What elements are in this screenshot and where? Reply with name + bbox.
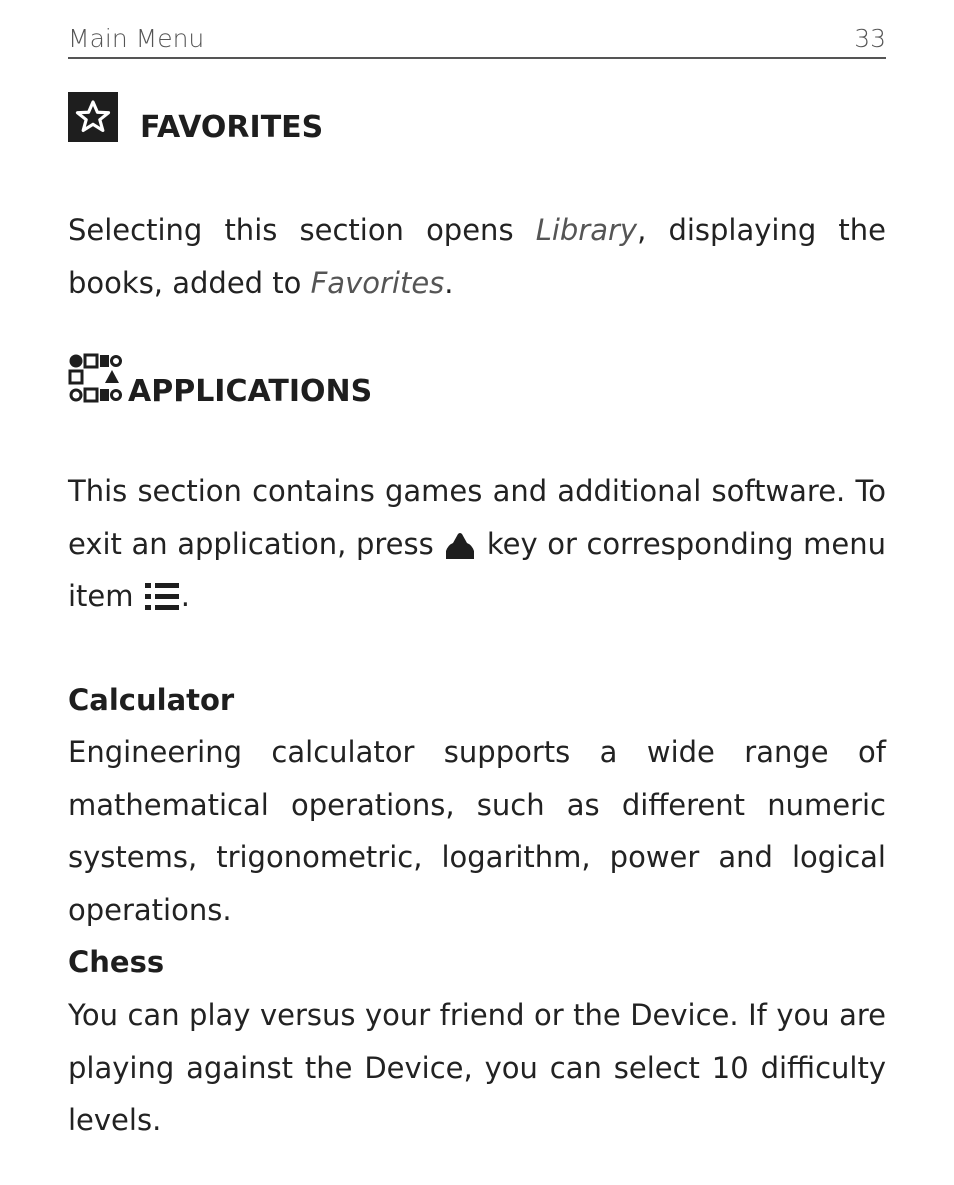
favorites-term: Favorites (310, 265, 445, 300)
header-page-number: 33 (854, 24, 886, 53)
back-key-icon (443, 531, 477, 561)
library-term: Library (535, 213, 638, 247)
page-header (68, 24, 886, 59)
star-icon (68, 92, 118, 142)
applications-description: This section contains games and additional software. To exit an application, press key or corresponding menu item . (68, 465, 886, 623)
menu-list-icon (143, 580, 181, 616)
favorites-title: FAVORITES (140, 110, 324, 145)
applications-title: APPLICATIONS (128, 374, 373, 409)
applications-heading (68, 346, 372, 409)
favorites-heading (68, 88, 323, 145)
applications-icon (68, 353, 122, 403)
calculator-heading: Calculator (68, 683, 235, 717)
calculator-description: Engineering calculator supports a wide range of mathematical operations, such as different numeric systems, trigonometric, logarithm, power and logical operations. (68, 735, 886, 927)
chess-heading: Chess (68, 945, 165, 979)
chess-description: You can play versus your friend or the Device. If you are playing against the Device, you can select 10 difficulty levels. (68, 998, 886, 1137)
header-section-title: Main Menu (68, 24, 205, 53)
favorites-description: Selecting this section opens Library, displaying the books, added to Favorites. (68, 213, 886, 300)
